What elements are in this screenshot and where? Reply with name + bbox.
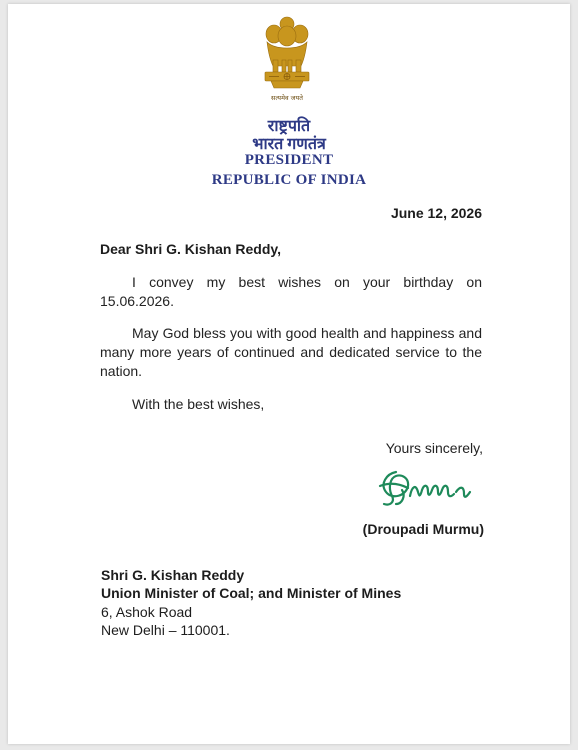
paragraph-text: I convey my best wishes on your birthday on 15.06.2026. [100, 274, 482, 309]
salutation: Dear Shri G. Kishan Reddy, [100, 241, 282, 257]
title-english: PRESIDENT [244, 152, 334, 168]
recipient-address-line1: 6, Ashok Road [101, 604, 193, 620]
recipient-address-line2: New Delhi – 110001. [101, 622, 230, 638]
national-emblem-icon [261, 14, 313, 110]
closing-wish: With the best wishes, [132, 396, 265, 412]
title-hindi: राष्ट्रपति [267, 118, 311, 135]
signatory-name: (Droupadi Murmu) [362, 521, 484, 537]
body-paragraph [100, 273, 482, 311]
valediction: Yours sincerely, [385, 440, 483, 456]
country-english: REPUBLIC OF INDIA [211, 172, 367, 188]
country-hindi: भारत गणतंत्र [252, 136, 326, 153]
paragraph-text: May God bless you with good health and happiness and many more years of continued and dedicated service to the nation. [100, 325, 482, 379]
letter-date: June 12, 2026 [390, 205, 482, 221]
signature-icon [372, 466, 482, 512]
body-paragraph [100, 324, 482, 381]
recipient-name: Shri G. Kishan Reddy [101, 567, 245, 583]
recipient-designation: Union Minister of Coal; and Minister of Mines [101, 585, 402, 601]
emblem-motto: सत्यमेव जयते [271, 94, 303, 102]
